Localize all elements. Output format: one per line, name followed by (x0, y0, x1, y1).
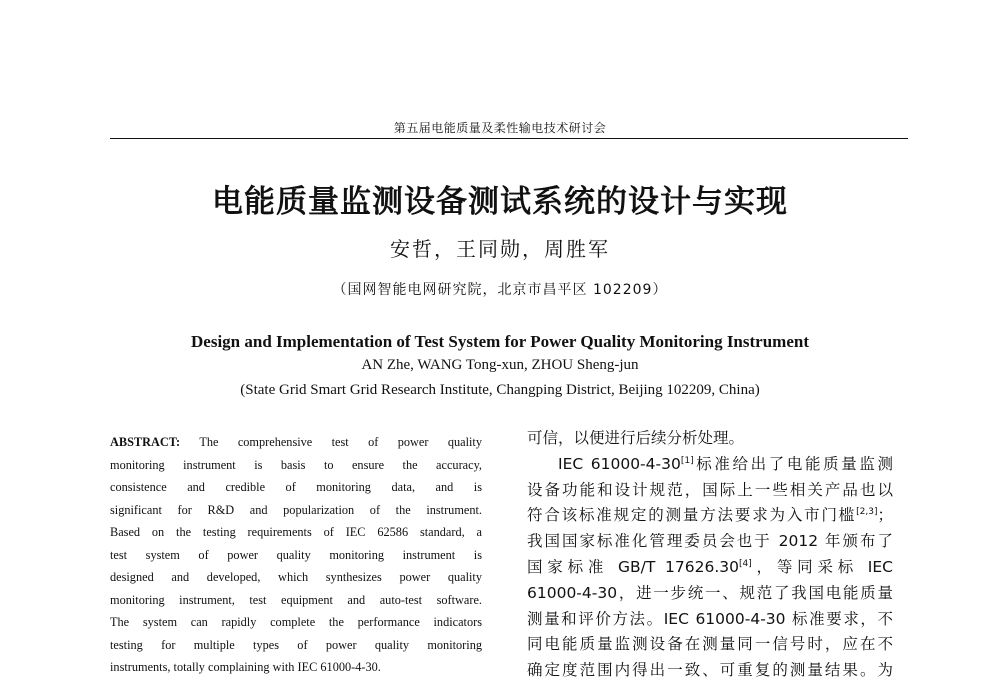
english-affiliation: (State Grid Smart Grid Research Institute, Changping District, Beijing 102209, China) (240, 382, 760, 398)
citation-ref: [1] (680, 455, 694, 466)
citation-ref: [2,3] (856, 507, 878, 518)
body-line: 符合该标准规定的测量方法要求为入市门槛[2,3]； (527, 506, 893, 525)
abstract-line: significant for R&D and popularization of the instrument. (110, 502, 482, 517)
abstract-line: testing for multiple types of power quality monitoring (110, 637, 482, 652)
body-line: 61000-4-30，进一步统一、规范了我国电能质量 (527, 583, 893, 602)
header-rule (110, 138, 908, 139)
body-line: 同电能质量监测设备在测量同一信号时，应在不 (527, 635, 893, 654)
body-line: 国家标准 GB/T 17626.30[4]，等同采标 IEC (527, 557, 893, 576)
abstract-line: The system can rapidly complete the performance indicators (110, 615, 482, 629)
abstract-line: instruments, totally complaining with IEC 61000-4-30. (110, 660, 381, 674)
english-title: Design and Implementation of Test System for Power Quality Monitoring Instrument (191, 332, 809, 351)
body-line: IEC 61000-4-30[1]标准给出了电能质量监测 (558, 454, 893, 473)
abstract-line: monitoring instrument, test equipment and auto-test software. (110, 592, 482, 607)
body-line: 可信，以便进行后续分析处理。 (527, 429, 745, 447)
body-column (527, 426, 893, 684)
conference-header: 第五届电能质量及柔性输电技术研讨会 (393, 121, 607, 135)
abstract-label: ABSTRACT: (110, 435, 181, 449)
body-line: 我国国家标准化管理委员会也于 2012 年颁布了 (527, 532, 893, 551)
citation-ref: [4] (738, 558, 752, 569)
abstract-line: designed and developed, which synthesizes power quality (110, 570, 482, 584)
abstract-line: Based on the testing requirements of IEC 62586 standard, a (110, 525, 482, 539)
abstract-line: consistence and credible of monitoring data, and is (110, 480, 482, 494)
body-line: 确定度范围内得出一致、可重复的测量结果。为 (527, 661, 893, 680)
abstract-line: ABSTRACT: The comprehensive test of power quality (110, 435, 482, 449)
body-line: 测量和评价方法。IEC 61000-4-30 标准要求，不 (527, 609, 893, 628)
body-line: 设备功能和设计规范，国际上一些相关产品也以 (527, 480, 893, 499)
abstract-column (110, 431, 482, 679)
english-authors: AN Zhe, WANG Tong-xun, ZHOU Sheng-jun (361, 357, 639, 373)
chinese-authors: 安哲，王同勋，周胜军 (390, 237, 610, 261)
chinese-title: 电能质量监测设备测试系统的设计与实现 (212, 184, 788, 220)
abstract-line: test system of power quality monitoring instrument is (110, 547, 482, 562)
abstract-line: monitoring instrument is basis to ensure the accuracy, (110, 457, 482, 472)
chinese-affiliation: （国网智能电网研究院，北京市昌平区 102209） (332, 282, 668, 298)
